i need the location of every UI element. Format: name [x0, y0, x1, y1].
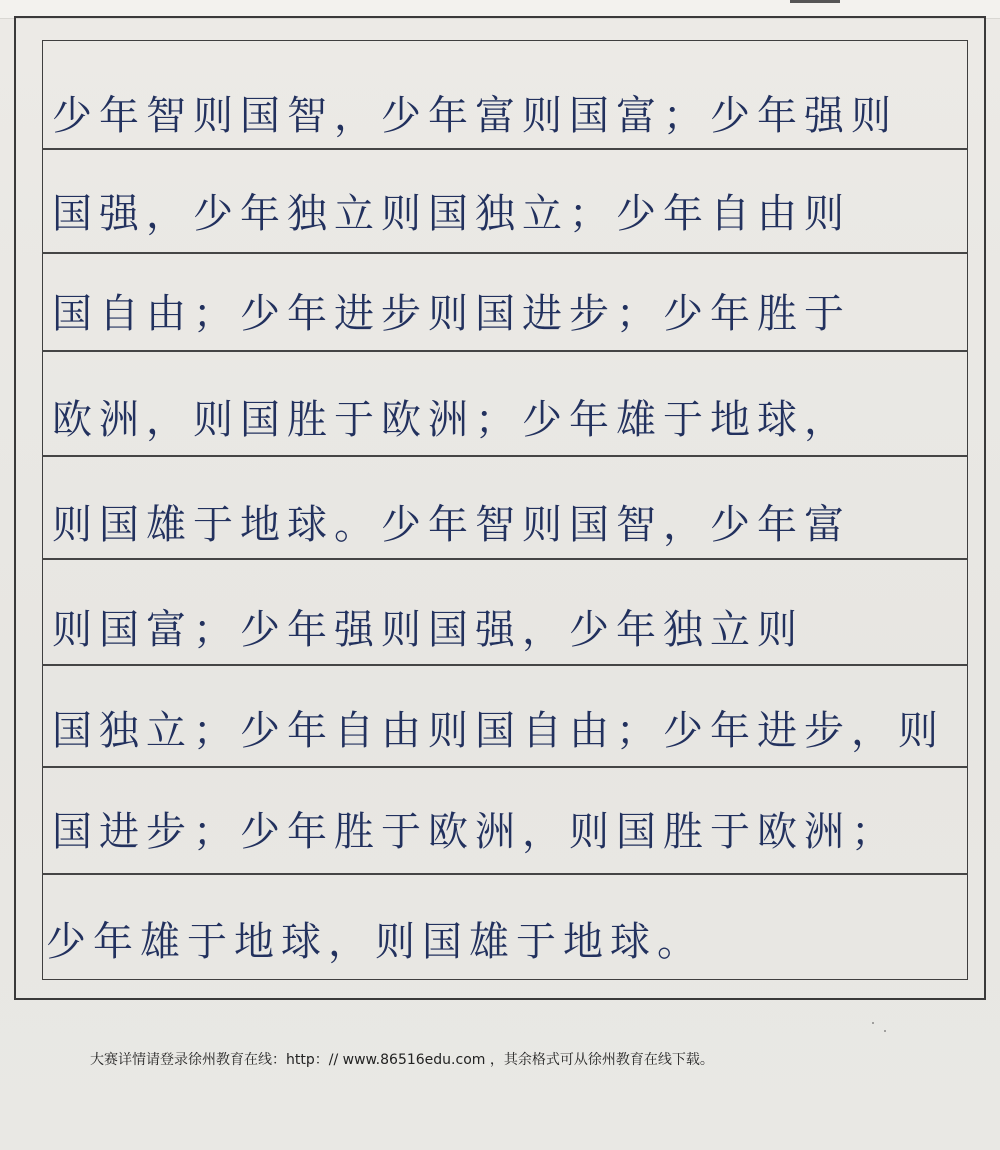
handwriting-line-8: 国进步；少年胜于欧洲，则国胜于欧洲； [52, 809, 898, 855]
ruled-line [42, 766, 968, 768]
ruled-line [42, 148, 968, 150]
footer-note: 大赛详情请登录徐州教育在线：http：// www.86516edu.com ，其余格式可从徐州教育在线下载。 [90, 1052, 714, 1068]
handwriting-line-2: 国强，少年独立则国独立；少年自由则 [52, 191, 851, 237]
handwriting-line-9: 少年雄于地球，则国雄于地球。 [46, 919, 704, 965]
handwriting-line-5: 则国雄于地球。少年智则国智，少年富 [52, 502, 851, 548]
ruled-line [42, 664, 968, 666]
paper-speck [872, 1022, 874, 1024]
handwriting-line-4: 欧洲，则国胜于欧洲；少年雄于地球， [52, 397, 851, 443]
ruled-line [42, 873, 968, 875]
ruled-line [42, 455, 968, 457]
handwriting-line-7: 国独立；少年自由则国自由；少年进步，则 [52, 708, 945, 754]
top-edge-mark [790, 0, 840, 3]
ruled-line [42, 558, 968, 560]
ruled-line [42, 252, 968, 254]
paper-speck [884, 1030, 886, 1032]
handwriting-line-1: 少年智则国智，少年富则国富；少年强则 [52, 93, 898, 139]
ruled-line [42, 350, 968, 352]
handwriting-line-6: 则国富；少年强则国强，少年独立则 [52, 607, 804, 653]
handwriting-line-3: 国自由；少年进步则国进步；少年胜于 [52, 291, 851, 337]
